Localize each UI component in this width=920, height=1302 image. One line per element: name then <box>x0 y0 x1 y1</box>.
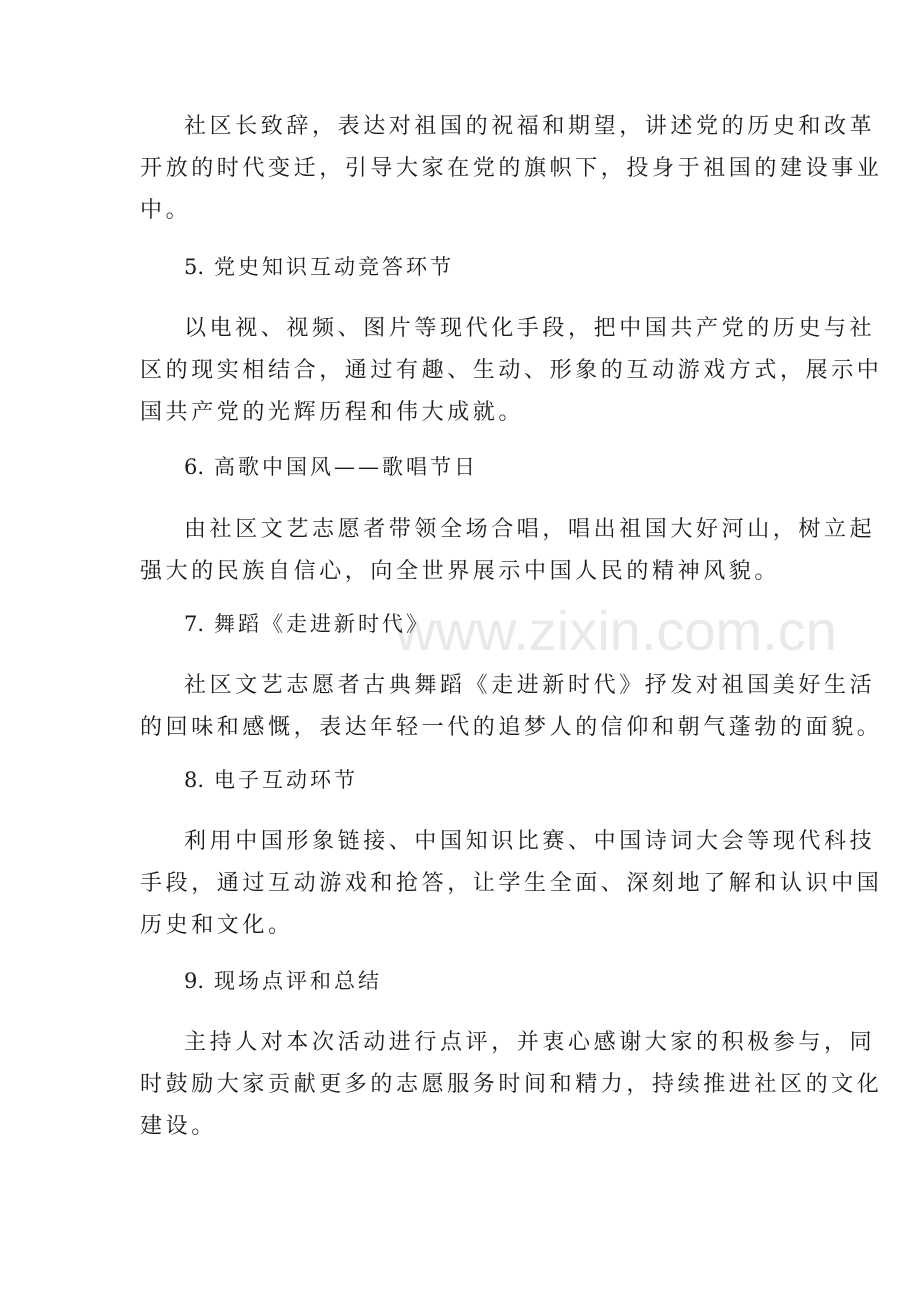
section-heading-6 <box>184 452 478 482</box>
paragraph-line: 强大的民族自信心，向全世界展示中国人民的精神风貌。 <box>140 559 781 584</box>
paragraph-summary <box>140 1022 883 1148</box>
paragraph-party-history-quiz <box>140 308 883 434</box>
paragraph-line: 主持人对本次活动进行点评，并衷心感谢大家的积极参与，同 <box>184 1030 876 1055</box>
section-title: 高歌中国风——歌唱节日 <box>214 455 479 479</box>
paragraph-line: 开放的时代变迁，引导大家在党的旗帜下，投身于祖国的建设事业 <box>140 156 883 181</box>
paragraph-line: 历史和文化。 <box>140 913 294 938</box>
section-title: 现场点评和总结 <box>214 969 383 993</box>
section-title: 党史知识互动竞答环节 <box>214 255 455 279</box>
paragraph-electronic-interaction <box>140 821 883 947</box>
paragraph-dance <box>140 665 883 749</box>
section-heading-9 <box>184 966 382 996</box>
section-number: 5. <box>184 255 205 279</box>
paragraph-line: 区的现实相结合，通过有趣、生动、形象的互动游戏方式，展示中 <box>140 358 883 383</box>
paragraph-line: 利用中国形象链接、中国知识比赛、中国诗词大会等现代科技 <box>184 829 876 854</box>
paragraph-line: 社区文艺志愿者古典舞蹈《走进新时代》抒发对祖国美好生活 <box>184 673 876 698</box>
paragraph-line: 的回味和感慨，表达年轻一代的追梦人的信仰和朝气蓬勃的面貌。 <box>140 715 883 740</box>
paragraph-line: 由社区文艺志愿者带领全场合唱，唱出祖国大好河山，树立起 <box>184 517 876 542</box>
section-title: 电子互动环节 <box>214 768 359 792</box>
section-number: 7. <box>184 612 205 636</box>
paragraph-line: 时鼓励大家贡献更多的志愿服务时间和精力，持续推进社区的文化 <box>140 1072 883 1097</box>
section-number: 8. <box>184 768 205 792</box>
paragraph-line: 建设。 <box>140 1114 217 1139</box>
section-heading-7 <box>184 609 430 639</box>
paragraph-community-leader-speech <box>140 106 883 232</box>
paragraph-line: 手段，通过互动游戏和抢答，让学生全面、深刻地了解和认识中国 <box>140 871 883 896</box>
paragraph-line: 国共产党的光辉历程和伟大成就。 <box>140 400 525 425</box>
paragraph-chorus <box>140 509 876 593</box>
watermark: www.zixin.com.cn <box>395 599 837 662</box>
paragraph-line: 中。 <box>140 198 192 223</box>
section-number: 9. <box>184 969 205 993</box>
section-heading-5 <box>184 252 454 282</box>
paragraph-line: 社区长致辞，表达对祖国的祝福和期望，讲述党的历史和改革 <box>184 114 876 139</box>
section-title: 舞蹈《走进新时代》 <box>214 612 431 636</box>
paragraph-line: 以电视、视频、图片等现代化手段，把中国共产党的历史与社 <box>184 316 876 341</box>
section-number: 6. <box>184 455 205 479</box>
section-heading-8 <box>184 765 358 795</box>
